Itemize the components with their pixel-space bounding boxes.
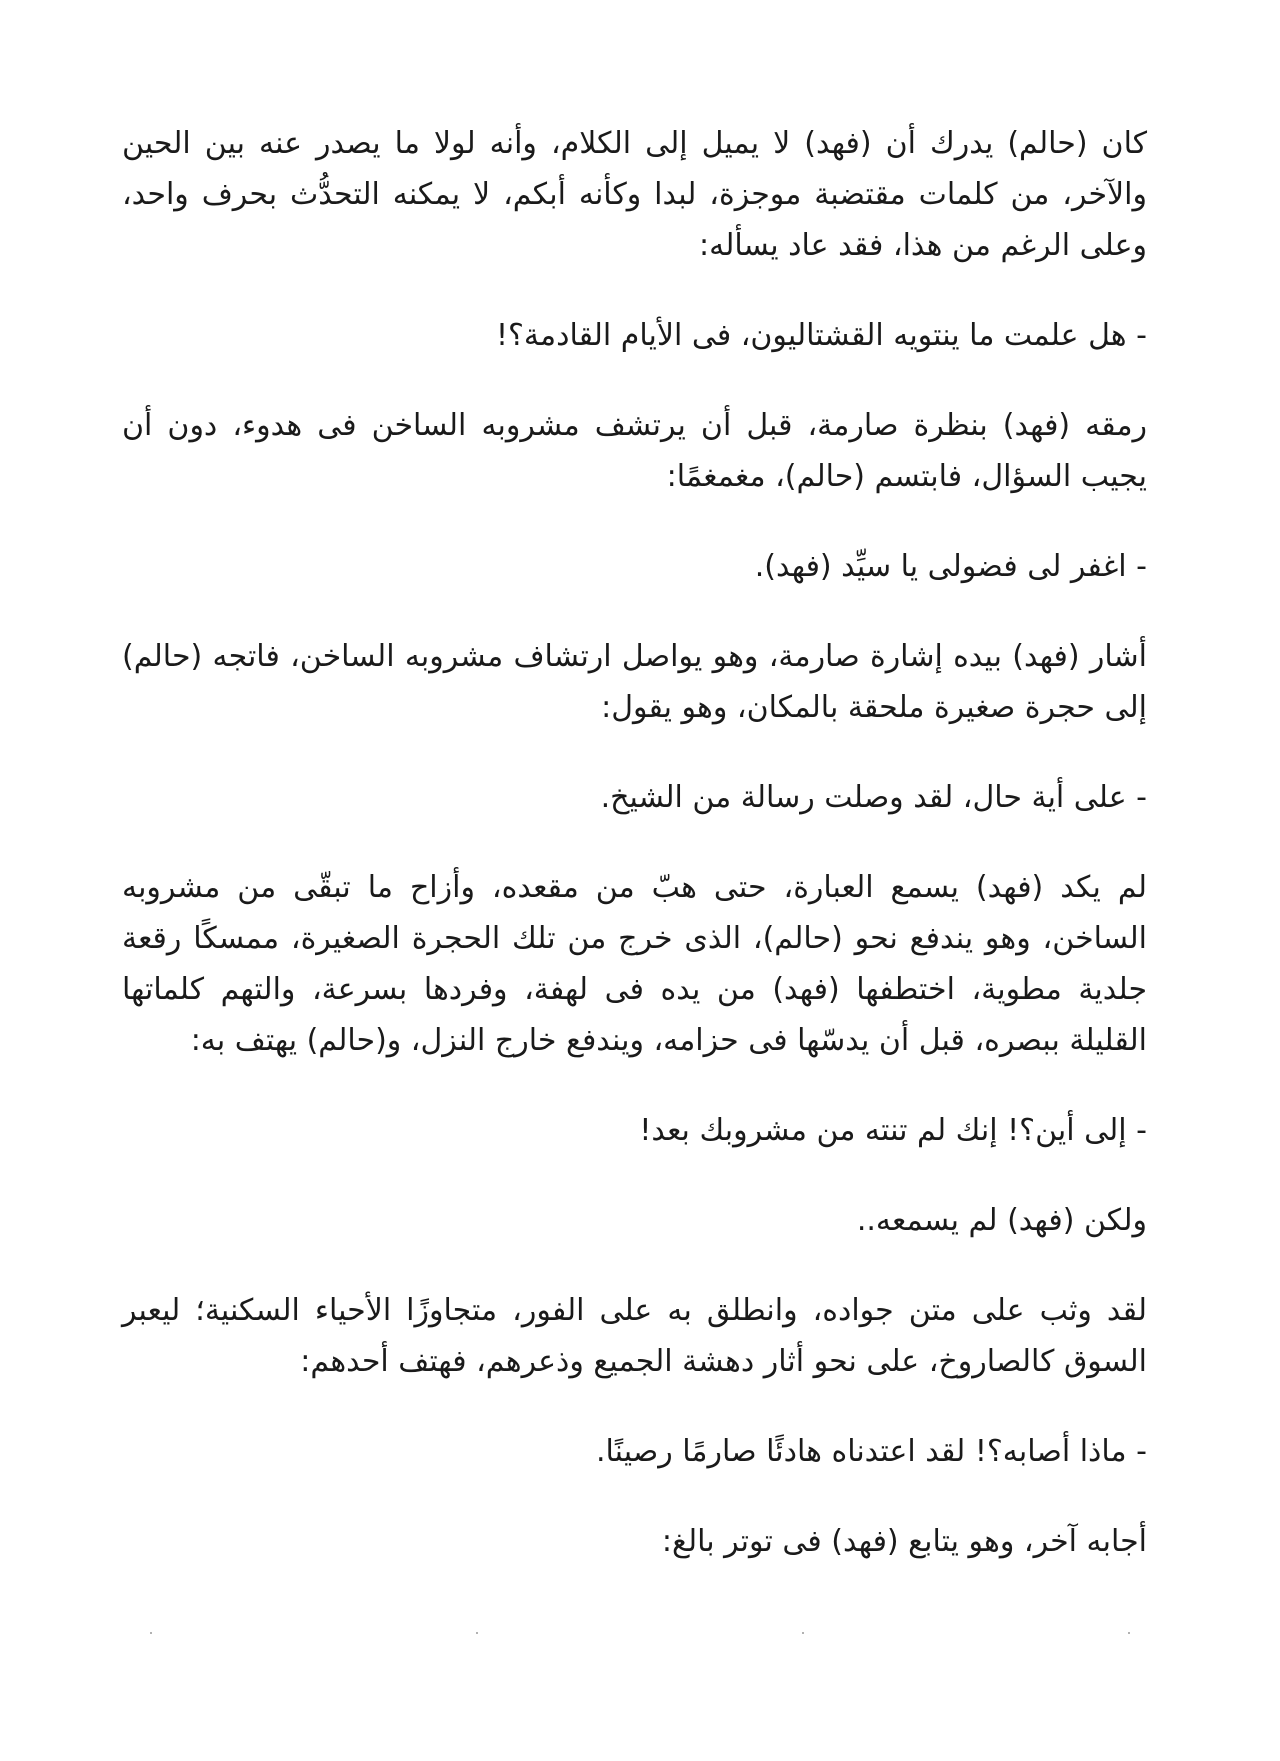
narrative-paragraph: لقد وثب على متن جواده، وانطلق به على الفور، متجاوزًا الأحياء السكنية؛ ليعبر السوق كالصاروخ، على نحو أثار دهشة الجميع وذعرهم، فهتف أحدهم: [122, 1293, 1147, 1379]
dialogue-line: - على أية حال، لقد وصلت رسالة من الشيخ. [600, 780, 1147, 815]
body-text [122, 118, 1147, 1567]
dialogue-line: - إلى أين؟! إنك لم تنته من مشروبك بعد! [639, 1113, 1147, 1148]
cut-off-next-line-marks [150, 1632, 1130, 1636]
narrative-paragraph: رمقه (فهد) بنظرة صارمة، قبل أن يرتشف مشروبه الساخن فى هدوء، دون أن يجيب السؤال، فابتسم (حالم)، مغمغمًا: [122, 408, 1147, 494]
dialogue-line: - هل علمت ما ينتويه القشتاليون، فى الأيام القادمة؟! [495, 318, 1147, 353]
narrative-paragraph: لم يكد (فهد) يسمع العبارة، حتى هبّ من مقعده، وأزاح ما تبقّى من مشروبه الساخن، وهو يندفع نحو (حالم)، الذى خرج من تلك الحجرة الصغيرة، ممسكًا رقعة جلدية مطوية، اختطفها (فهد) من يده فى لهفة، وفردها بسرعة، والتهم كلماتها القليلة ببصره، قبل أن يدسّها فى حزامه، ويندفع خارج النزل، و(حالم) يهتف به: [122, 870, 1147, 1058]
dialogue-line: - اغفر لى فضولى يا سيِّد (فهد). [754, 549, 1147, 584]
ink-speck [1128, 1632, 1130, 1634]
ink-speck [802, 1632, 804, 1634]
ink-speck [150, 1632, 152, 1634]
narrative-paragraph: كان (حالم) يدرك أن (فهد) لا يميل إلى الكلام، وأنه لولا ما يصدر عنه بين الحين والآخر، من كلمات مقتضبة موجزة، لبدا وكأنه أبكم، لا يمكنه التحدُّث بحرف واحد، وعلى الرغم من هذا، فقد عاد يسأله: [122, 126, 1147, 263]
ink-speck [476, 1632, 478, 1634]
narrative-paragraph: أشار (فهد) بيده إشارة صارمة، وهو يواصل ارتشاف مشروبه الساخن، فاتجه (حالم) إلى حجرة صغيرة ملحقة بالمكان، وهو يقول: [122, 639, 1147, 725]
narrative-paragraph: ولكن (فهد) لم يسمعه.. [856, 1203, 1147, 1238]
narrative-paragraph: أجابه آخر، وهو يتابع (فهد) فى توتر بالغ: [661, 1524, 1147, 1559]
dialogue-line: - ماذا أصابه؟! لقد اعتدناه هادئًا صارمًا رصينًا. [596, 1434, 1147, 1469]
